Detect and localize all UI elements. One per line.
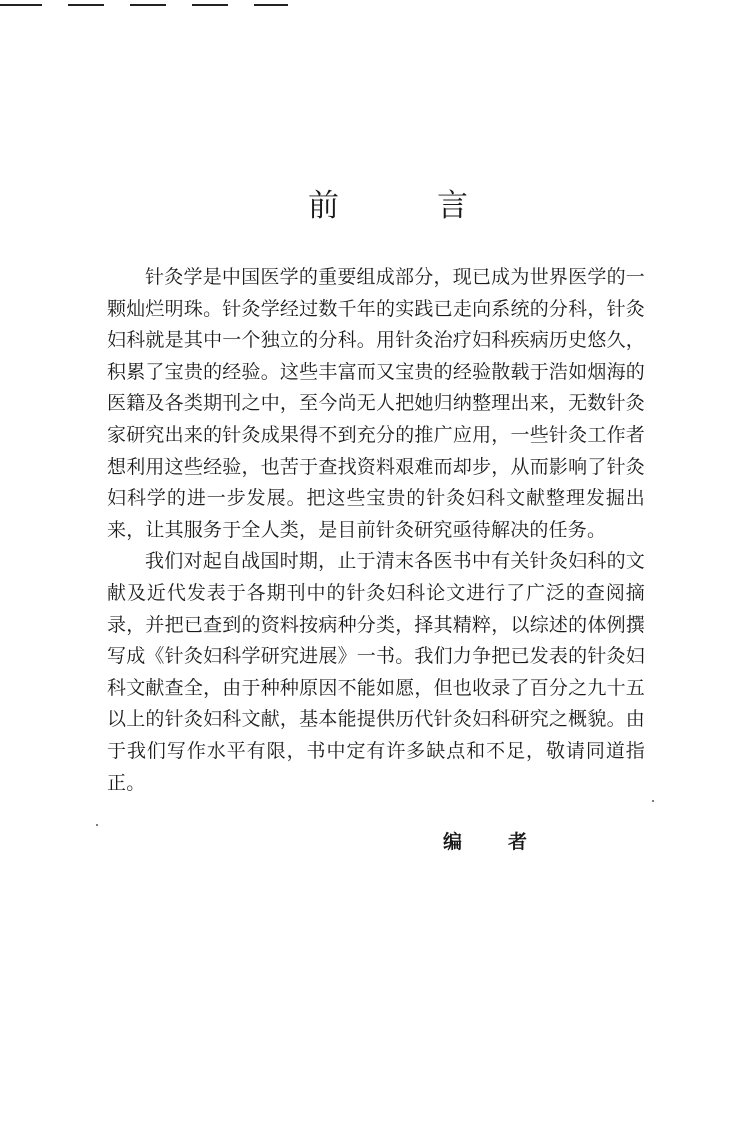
signature-editor: 编 者: [443, 831, 527, 853]
preface-paragraph-2: 我们对起自战国时期，止于清末各医书中有关针灸妇科的文献及近代发表于各期刊中的针灸妇科论文进行了广泛的查阅摘录，并把已查到的资料按病种分类，择其精粹，以综述的体例撰写成《针灸妇科学研究进展》一书。我们力争把已发表的针灸妇科文献查全，由于种种原因不能如愿，但也收录了百分之九十五以上的针灸妇科文献，基本能提供历代针灸妇科研究之概貌。由于我们写作水平有限，书中定有许多缺点和不足，敬请同道指正。: [107, 550, 645, 794]
top-edge-rule: [192, 4, 228, 6]
page-title: 前 言: [308, 188, 468, 224]
scan-speck: [652, 800, 654, 802]
top-edge-rule: [130, 4, 166, 6]
preface-body: [107, 262, 645, 799]
top-edge-rule: [254, 4, 288, 6]
preface-paragraph-1: 针灸学是中国医学的重要组成部分，现已成为世界医学的一颗灿烂明珠。针灸学经过数千年的实践已走向系统的分科，针灸妇科就是其中一个独立的分科。用针灸治疗妇科疾病历史悠久，积累了宝贵的经验。这些丰富而又宝贵的经验散载于浩如烟海的医籍及各类期刊之中，至今尚无人把她归纳整理出来，无数针灸家研究出来的针灸成果得不到充分的推广应用，一些针灸工作者想利用这些经验，也苦于查找资料艰难而却步，从而影响了针灸妇科学的进一步发展。把这些宝贵的针灸妇科文献整理发掘出来，让其服务于全人类，是目前针灸研究亟待解决的任务。: [107, 266, 645, 541]
top-edge-rule: [0, 4, 42, 6]
scan-speck: [96, 824, 98, 826]
top-edge-rule: [68, 4, 104, 6]
